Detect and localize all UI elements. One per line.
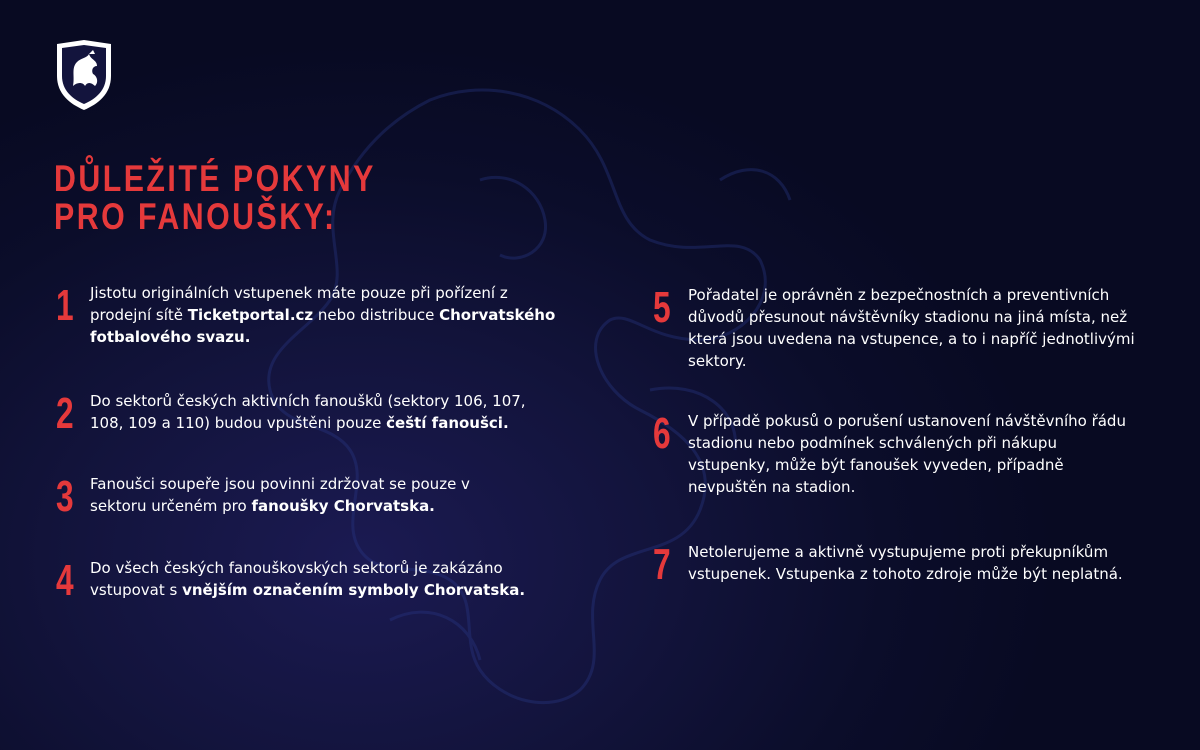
rule-number: 2	[56, 389, 74, 438]
title-line-2: PRO FANOUŠKY:	[54, 196, 337, 237]
rule-number: 5	[653, 283, 671, 332]
rule-text: Do sektorů českých aktivních fanoušků (sektory 106, 107, 108, 109 a 110) budou vpuštěni pouze čeští fanoušci.	[90, 392, 526, 432]
page-title	[54, 160, 376, 236]
rule-number: 7	[653, 540, 671, 589]
rule-number: 4	[56, 556, 74, 605]
rule-text: Netolerujeme a aktivně vystupujeme proti překupníkům vstupenek. Vstupenka z tohoto zdroje může být neplatná.	[688, 543, 1123, 583]
rule-number: 6	[653, 409, 671, 458]
rule-text: Do všech českých fanouškovských sektorů je zakázáno vstupovat s vnějším označením symboly Chorvatska.	[90, 559, 526, 599]
rule-number: 3	[56, 472, 74, 521]
rule-text: V případě pokusů o porušení ustanovení návštěvního řádu stadionu nebo podmínek schválených při nákupu vstupenky, může být fanoušek vyveden, případně nevpuštěn na stadion.	[688, 412, 1126, 496]
czech-lion-shield-icon	[53, 38, 115, 112]
rule-text: Fanoušci soupeře jsou povinni zdržovat se pouze v sektoru určeném pro fanoušky Chorvatska.	[90, 475, 470, 515]
rule-text: Pořadatel je oprávněn z bezpečnostních a preventivních důvodů přesunout návštěvníky stadionu na jiná místa, než která jsou uvedena na vstupence, a to i napříč jednotlivými sektory.	[688, 286, 1135, 370]
title-line-1: DŮLEŽITÉ POKYNY	[54, 158, 376, 199]
rule-number: 1	[56, 281, 74, 330]
rule-text: Jistotu originálních vstupenek máte pouze při pořízení z prodejní sítě Ticketportal.cz nebo distribuce Chorvatského fotbalového svazu.	[90, 284, 556, 346]
